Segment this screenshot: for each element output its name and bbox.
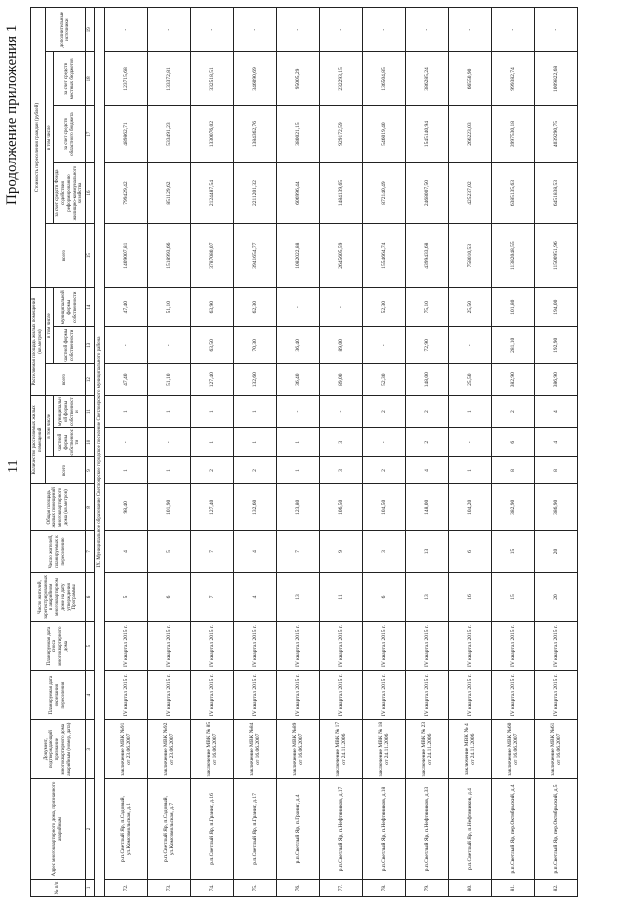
row-document: заключение МВК №60 от 16.06.2007 <box>492 720 535 779</box>
row-resettle-date: IV квартал 2015 г. <box>535 671 578 720</box>
row-additional: - <box>277 8 320 52</box>
row-area-total: 127,40 <box>191 364 234 396</box>
row-additional: - <box>320 8 363 52</box>
header-cost-incl: в том числе <box>45 52 54 224</box>
row-total-area: 104,20 <box>449 484 492 531</box>
row-area-private: - <box>105 327 148 364</box>
row-area-municipal: 194,00 <box>535 288 578 327</box>
row-address: р.п.Светлый Яр, пер.Октябрьский, д.4 <box>492 779 535 880</box>
row-rooms-municipal: 1 <box>234 396 277 428</box>
row-document: заключение МВК № 17 от 24.11.2006 <box>320 720 363 779</box>
row-cost-total: 1518993,66 <box>148 224 191 288</box>
column-number: 12 <box>86 364 95 396</box>
table-row <box>492 8 535 897</box>
header-area-incl: в том числе <box>45 288 54 364</box>
row-cost-local: 95005,29 <box>277 52 320 106</box>
header-cost-local: за счет средств местных бюджетов <box>54 52 86 106</box>
row-cost-total: 11382048,55 <box>492 224 535 288</box>
row-demolish-date: IV квартал 2015 г. <box>535 622 578 671</box>
row-cost-regional: 3997530,18 <box>492 106 535 162</box>
row-document: заключение МВК №92 от 23.06.2007 <box>148 720 191 779</box>
header-demolish-date: Планируемая дата сноса многоквартирного дома <box>31 622 86 671</box>
row-resettle-date: IV квартал 2015 г. <box>148 671 191 720</box>
row-cost-fund: 606996,44 <box>277 162 320 223</box>
column-number: 9 <box>86 457 95 484</box>
row-rooms-private: 1 <box>234 428 277 457</box>
row-demolish-date: IV квартал 2015 г. <box>191 622 234 671</box>
row-cost-fund: 425237,02 <box>449 162 492 223</box>
row-cost-local: 133372,81 <box>148 52 191 106</box>
row-rooms-total: 1 <box>148 457 191 484</box>
row-area-municipal: 47,40 <box>105 288 148 327</box>
row-registered: 16 <box>449 572 492 621</box>
header-rooms-incl: в том числе <box>45 396 54 457</box>
row-planned: 9 <box>320 531 363 573</box>
row-document: заключение МВК № 85 от 16.06.2007 <box>191 720 234 779</box>
row-cost-total: 1409007,81 <box>105 224 148 288</box>
row-document: заключение МВК № 4 от 24.11.2006 <box>449 720 492 779</box>
row-rooms-private: - <box>363 428 406 457</box>
table-row <box>535 8 578 897</box>
row-total-area: 101,90 <box>148 484 191 531</box>
row-registered: 15 <box>492 572 535 621</box>
row-rooms-private: 2 <box>406 428 449 457</box>
row-resettle-date: IV квартал 2015 г. <box>234 671 277 720</box>
row-number: 76. <box>277 879 320 896</box>
row-registered: 6 <box>363 572 406 621</box>
row-planned: 3 <box>363 531 406 573</box>
row-demolish-date: IV квартал 2015 г. <box>406 622 449 671</box>
row-planned: 7 <box>191 531 234 573</box>
header-additional: дополнительные источники <box>45 8 86 52</box>
row-cost-total: 1554664,74 <box>363 224 406 288</box>
row-cost-local: 999382,74 <box>492 52 535 106</box>
header-document: Документ, подтверждающий признание многоквартирного дома аварийным (номер, дата) <box>31 720 86 779</box>
row-registered: 13 <box>277 572 320 621</box>
row-planned: 4 <box>234 531 277 573</box>
row-registered: 4 <box>234 572 277 621</box>
row-number: 75. <box>234 879 277 896</box>
row-area-private: 192,90 <box>535 327 578 364</box>
row-cost-local: 66550,90 <box>449 52 492 106</box>
column-number: 19 <box>86 8 95 52</box>
row-cost-fund: 6451838,53 <box>535 162 578 223</box>
column-number: 15 <box>86 224 95 288</box>
row-total-area: 127,40 <box>191 484 234 531</box>
row-cost-fund: 799429,42 <box>105 162 148 223</box>
row-cost-local: 346090,69 <box>234 52 277 106</box>
row-rooms-total: 2 <box>191 457 234 484</box>
row-rooms-total: 4 <box>406 457 449 484</box>
row-cost-regional: 1330076,02 <box>191 106 234 162</box>
row-area-total: 25,50 <box>449 364 492 396</box>
row-registered: 7 <box>191 572 234 621</box>
row-cost-local: 232293,15 <box>320 52 363 106</box>
row-registered: 11 <box>320 572 363 621</box>
row-area-private: 72,90 <box>406 327 449 364</box>
row-cost-total: 3941654,77 <box>234 224 277 288</box>
column-number: 16 <box>86 162 95 223</box>
row-additional: - <box>449 8 492 52</box>
row-additional: - <box>148 8 191 52</box>
row-cost-local: 1009822,68 <box>535 52 578 106</box>
row-address: р.п.Светлый Яр, п.Садовый, ул.Комсомольская, д.7 <box>148 779 191 880</box>
row-planned: 13 <box>406 531 449 573</box>
table-row <box>234 8 277 897</box>
row-rooms-municipal: 1 <box>191 396 234 428</box>
row-document: заключение МВК №89 от 16.06.2007 <box>277 720 320 779</box>
row-resettle-date: IV квартал 2015 г. <box>191 671 234 720</box>
row-demolish-date: IV квартал 2015 г. <box>449 622 492 671</box>
row-area-total: 47,40 <box>105 364 148 396</box>
row-resettle-date: IV квартал 2015 г. <box>105 671 148 720</box>
row-rooms-private: 6 <box>492 428 535 457</box>
row-registered: 13 <box>406 572 449 621</box>
column-number-row <box>86 8 95 897</box>
row-area-private: 89,00 <box>320 327 363 364</box>
row-cost-local: 136504,85 <box>363 52 406 106</box>
row-cost-regional: 533491,23 <box>148 106 191 162</box>
row-cost-fund: 872140,49 <box>363 162 406 223</box>
table-row <box>320 8 363 897</box>
row-rooms-municipal: 2 <box>406 396 449 428</box>
row-rooms-private: - <box>449 428 492 457</box>
row-planned: 15 <box>492 531 535 573</box>
row-address: р.п.Светлый Яр, п.Граниг, д.16 <box>191 779 234 880</box>
column-number: 8 <box>86 484 95 531</box>
row-demolish-date: IV квартал 2015 г. <box>105 622 148 671</box>
row-document: заключение МВК №84 от 16.06.2007 <box>234 720 277 779</box>
row-resettle-date: IV квартал 2015 г. <box>277 671 320 720</box>
column-number: 18 <box>86 52 95 106</box>
row-area-private: 281,10 <box>492 327 535 364</box>
row-rooms-total: 1 <box>449 457 492 484</box>
column-number: 3 <box>86 720 95 779</box>
row-cost-fund: 6385135,63 <box>492 162 535 223</box>
row-area-total: 132,60 <box>234 364 277 396</box>
row-total-area: 106,50 <box>320 484 363 531</box>
header-rooms-total: всего <box>45 457 86 484</box>
row-rooms-municipal: 1 <box>148 396 191 428</box>
column-number: 1 <box>86 879 95 896</box>
column-number: 2 <box>86 779 95 880</box>
header-planned: Число жителей, планируемых к переселению <box>31 531 86 573</box>
row-total-area: 148,00 <box>406 484 449 531</box>
row-additional: - <box>492 8 535 52</box>
row-resettle-date: IV квартал 2015 г. <box>320 671 363 720</box>
row-area-municipal: 63,90 <box>191 288 234 327</box>
row-additional: - <box>363 8 406 52</box>
row-address: р.п.Светлый Яр, п.Нефтяников, д.17 <box>320 779 363 880</box>
row-rooms-private: 4 <box>535 428 578 457</box>
row-rooms-municipal: - <box>320 396 363 428</box>
row-cost-local: 123715,68 <box>105 52 148 106</box>
page-number: 11 <box>6 459 21 473</box>
row-rooms-municipal: 1 <box>105 396 148 428</box>
resettlement-table <box>30 7 578 897</box>
row-resettle-date: IV квартал 2015 г. <box>363 671 406 720</box>
row-address: р.п.Светлый Яр, п.Граниг, д.17 <box>234 779 277 880</box>
row-rooms-private: 1 <box>191 428 234 457</box>
row-total-area: 123,80 <box>277 484 320 531</box>
row-document: заключение МВК № 23 от 24.11.2006 <box>406 720 449 779</box>
row-demolish-date: IV квартал 2015 г. <box>492 622 535 671</box>
row-area-municipal: 51,10 <box>148 288 191 327</box>
row-total-area: 382,90 <box>492 484 535 531</box>
row-cost-regional: 380021,15 <box>277 106 320 162</box>
row-address: р.п.Светлый Яр, п.Нефтяников, д.18 <box>363 779 406 880</box>
column-number: 14 <box>86 288 95 327</box>
row-rooms-private: 1 <box>277 428 320 457</box>
row-cost-local: 332518,51 <box>191 52 234 106</box>
row-cost-total: 758010,53 <box>449 224 492 288</box>
row-address: р.п.Светлый Яр, п.Нефтяников, д.4 <box>449 779 492 880</box>
header-cost-fund: за счет средств Фонда содействия реформированию жилищно-коммунального хозяйства <box>54 162 86 223</box>
row-registered: 5 <box>105 572 148 621</box>
row-total-area: 132,60 <box>234 484 277 531</box>
row-rooms-private: - <box>105 428 148 457</box>
row-cost-local: 386285,24 <box>406 52 449 106</box>
header-registered: Число жителей, зарегистрированных в аварийном многоквартирном доме на дату утверждения Программы <box>31 572 86 621</box>
header-rooms-group: Количество расселяемых жилых помещений <box>31 396 46 484</box>
row-area-municipal: 52,30 <box>363 288 406 327</box>
column-number: 7 <box>86 531 95 573</box>
row-document: заключение МВК № 18 от 24.11.2006 <box>363 720 406 779</box>
row-rooms-total: 8 <box>492 457 535 484</box>
header-area-municipal: муниципальной формы собственности <box>54 288 86 327</box>
row-rooms-municipal: - <box>277 396 320 428</box>
row-rooms-municipal: 4 <box>535 396 578 428</box>
row-total-area: 386,90 <box>535 484 578 531</box>
row-cost-fund: 851129,62 <box>148 162 191 223</box>
row-number: 74. <box>191 879 234 896</box>
row-cost-total: 4399433,68 <box>406 224 449 288</box>
row-cost-total: 3787080,07 <box>191 224 234 288</box>
row-cost-fund: 2468007,50 <box>406 162 449 223</box>
row-area-total: 148,00 <box>406 364 449 396</box>
row-area-private: 36,40 <box>277 327 320 364</box>
row-number: 80. <box>449 879 492 896</box>
row-rooms-total: 2 <box>363 457 406 484</box>
column-number: 4 <box>86 671 95 720</box>
header-address: Адрес многоквартирного дома, признанного аварийным <box>31 779 86 880</box>
row-area-total: 51,10 <box>148 364 191 396</box>
column-number: 11 <box>86 396 95 428</box>
row-rooms-total: 3 <box>320 457 363 484</box>
row-additional: - <box>234 8 277 52</box>
row-area-total: 382,90 <box>492 364 535 396</box>
table-row <box>449 8 492 897</box>
row-demolish-date: IV квартал 2015 г. <box>320 622 363 671</box>
row-cost-total: 11500951,96 <box>535 224 578 288</box>
row-registered: 6 <box>148 572 191 621</box>
header-cost-group: Стоимость переселения граждан (рублей) <box>31 8 46 288</box>
row-rooms-total: 2 <box>234 457 277 484</box>
column-number: 17 <box>86 106 95 162</box>
row-resettle-date: IV квартал 2015 г. <box>406 671 449 720</box>
row-number: 82. <box>535 879 578 896</box>
row-cost-regional: 266223,03 <box>449 106 492 162</box>
row-planned: 20 <box>535 531 578 573</box>
header-rooms-municipal: муниципальной формы собственности <box>54 396 86 428</box>
row-rooms-municipal: 2 <box>363 396 406 428</box>
row-rooms-private: 3 <box>320 428 363 457</box>
row-area-private: 63,50 <box>191 327 234 364</box>
row-number: 72. <box>105 879 148 896</box>
header-total-area: Общая площадь жилых помещений многоквартирного дома (кв.метров) <box>31 484 86 531</box>
row-additional: - <box>535 8 578 52</box>
row-additional: - <box>191 8 234 52</box>
column-number: 10 <box>86 428 95 457</box>
header-resettle-date: Планируемая дата окончания переселения <box>31 671 86 720</box>
row-total-area: 104,50 <box>363 484 406 531</box>
table-row <box>148 8 191 897</box>
row-planned: 5 <box>148 531 191 573</box>
header-rooms-private: частной формы собственности <box>54 428 86 457</box>
row-planned: 7 <box>277 531 320 573</box>
row-area-municipal: 62,30 <box>234 288 277 327</box>
row-resettle-date: IV квартал 2015 г. <box>492 671 535 720</box>
row-area-private: - <box>148 327 191 364</box>
table-row <box>277 8 320 897</box>
row-cost-regional: 929172,59 <box>320 106 363 162</box>
row-planned: 4 <box>105 531 148 573</box>
row-address: р.п.Светлый Яр, п.Садовый, ул.Комсомольская, д.1 <box>105 779 148 880</box>
row-additional: - <box>105 8 148 52</box>
column-number: 5 <box>86 622 95 671</box>
table-row <box>406 8 449 897</box>
row-area-total: 52,30 <box>363 364 406 396</box>
row-cost-total: 2645605,59 <box>320 224 363 288</box>
row-area-private: - <box>449 327 492 364</box>
row-area-municipal: - <box>320 288 363 327</box>
row-cost-fund: 2211201,32 <box>234 162 277 223</box>
row-area-private: - <box>363 327 406 364</box>
row-resettle-date: IV квартал 2015 г. <box>449 671 492 720</box>
table-row <box>363 8 406 897</box>
header-area-private: частной формы собственности <box>54 327 86 364</box>
row-cost-regional: 1545140,94 <box>406 106 449 162</box>
header-cost-regional: за счет средств областного бюджета <box>54 106 86 162</box>
header-area-total: всего <box>45 364 86 396</box>
row-cost-fund: 1484139,65 <box>320 162 363 223</box>
row-rooms-private: - <box>148 428 191 457</box>
row-document: заключение МВК №91 от 23.06.2007 <box>105 720 148 779</box>
row-cost-regional: 4039290,75 <box>535 106 578 162</box>
row-area-municipal: 25,50 <box>449 288 492 327</box>
row-number: 78. <box>363 879 406 896</box>
row-number: 77. <box>320 879 363 896</box>
row-number: 81. <box>492 879 535 896</box>
row-planned: 6 <box>449 531 492 573</box>
row-demolish-date: IV квартал 2015 г. <box>277 622 320 671</box>
row-cost-regional: 546019,40 <box>363 106 406 162</box>
row-cost-regional: 1384362,76 <box>234 106 277 162</box>
row-demolish-date: IV квартал 2015 г. <box>234 622 277 671</box>
row-area-total: 89,00 <box>320 364 363 396</box>
column-number: 6 <box>86 572 95 621</box>
row-address: р.п.Светлый Яр, п.Нефтяников, д.33 <box>406 779 449 880</box>
row-total-area: 98,40 <box>105 484 148 531</box>
row-cost-regional: 489862,71 <box>105 106 148 162</box>
row-area-municipal: 101,80 <box>492 288 535 327</box>
row-number: 73. <box>148 879 191 896</box>
row-document: заключение МВК №61 от 16.06.2007 <box>535 720 578 779</box>
column-number: 13 <box>86 327 95 364</box>
row-rooms-municipal: 2 <box>492 396 535 428</box>
row-number: 79. <box>406 879 449 896</box>
section-title: IX. Муниципальное образование Светлоярское городское поселение Светлоярского муниципального района <box>95 8 105 897</box>
table-row <box>191 8 234 897</box>
header-num: № п/п <box>31 879 86 896</box>
row-area-private: 70,30 <box>234 327 277 364</box>
row-cost-fund: 2124487,54 <box>191 162 234 223</box>
table-row <box>105 8 148 897</box>
row-demolish-date: IV квартал 2015 г. <box>363 622 406 671</box>
row-rooms-total: 8 <box>535 457 578 484</box>
row-rooms-total: 1 <box>105 457 148 484</box>
row-area-total: 386,90 <box>535 364 578 396</box>
header-cost-total: всего <box>45 224 86 288</box>
header-area-group: Расселяемая площадь жилых помещений (кв.метров) <box>31 288 46 396</box>
appendix-title: Продолжение приложения 1 <box>4 24 20 205</box>
row-demolish-date: IV квартал 2015 г. <box>148 622 191 671</box>
row-area-municipal: 75,10 <box>406 288 449 327</box>
row-additional: - <box>406 8 449 52</box>
row-address: р.п.Светлый Яр, пер.Октябрьский, д.5 <box>535 779 578 880</box>
row-rooms-total: 1 <box>277 457 320 484</box>
row-address: р.п.Светлый Яр, п.Граниг, д.4 <box>277 779 320 880</box>
row-registered: 20 <box>535 572 578 621</box>
row-area-total: 36,40 <box>277 364 320 396</box>
row-area-municipal: - <box>277 288 320 327</box>
row-rooms-municipal: 1 <box>449 396 492 428</box>
row-cost-total: 1082022,88 <box>277 224 320 288</box>
